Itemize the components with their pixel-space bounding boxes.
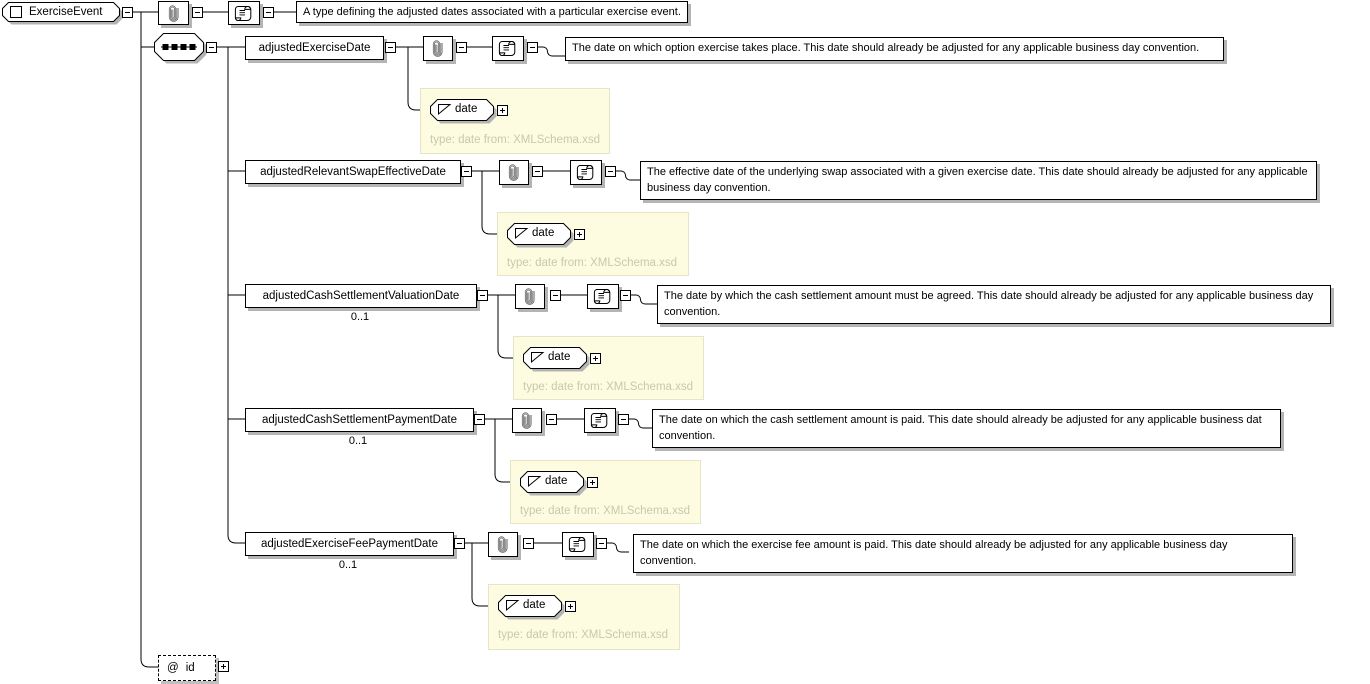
collapse-toggle[interactable] — [477, 290, 488, 301]
collapse-toggle[interactable] — [546, 414, 557, 425]
paperclip-icon — [500, 161, 528, 184]
scroll-icon — [585, 409, 615, 432]
annotation-text: The date by which the cash settlement amount must be agreed. This date should already be adjusted for any applicable business day convention. — [664, 290, 1314, 318]
expand-toggle[interactable] — [565, 601, 576, 612]
occurrence-label: 0..1 — [348, 435, 368, 447]
attribute-prefix: @ — [167, 662, 179, 674]
collapse-toggle[interactable] — [596, 538, 607, 549]
type-note: type: date from: XMLSchema.xsd — [498, 629, 669, 641]
scroll-icon — [588, 285, 618, 308]
annotation-box — [633, 534, 1293, 573]
collapse-toggle[interactable] — [523, 538, 534, 549]
documentation-box[interactable] — [492, 36, 524, 61]
type-note: type: date from: XMLSchema.xsd — [520, 505, 691, 517]
collapse-toggle[interactable] — [454, 538, 465, 549]
annotation-box — [652, 409, 1281, 448]
element-node[interactable] — [245, 532, 454, 556]
collapse-toggle[interactable] — [527, 42, 538, 53]
attributes-box[interactable] — [512, 408, 542, 433]
collapse-toggle[interactable] — [263, 7, 274, 18]
annotation-text: The date on which option exercise takes place. This date should already be adjusted for any applicable business day convention. — [572, 42, 1200, 54]
type-note: type: date from: XMLSchema.xsd — [523, 381, 694, 393]
collapse-toggle[interactable] — [206, 42, 217, 53]
attribute-name: id — [185, 662, 195, 674]
annotation-text: The date on which the exercise fee amount is paid. This date should already be adjusted for any applicable business day convention. — [640, 539, 1228, 567]
sequence-icon — [154, 33, 210, 67]
element-node[interactable] — [245, 160, 461, 184]
paperclip-icon — [160, 2, 188, 25]
root-element-node[interactable] — [2, 2, 126, 28]
documentation-box[interactable] — [570, 160, 602, 185]
element-name: adjustedRelevantSwapEffectiveDate — [260, 166, 446, 178]
datatype-name: date — [455, 103, 478, 115]
collapse-toggle[interactable] — [385, 42, 396, 53]
collapse-toggle[interactable] — [456, 42, 467, 53]
expand-toggle[interactable] — [574, 229, 585, 240]
datatype-name: date — [532, 227, 555, 239]
collapse-toggle[interactable] — [532, 166, 543, 177]
annotation-box — [640, 161, 1317, 200]
collapse-toggle[interactable] — [461, 166, 472, 177]
paperclip-icon — [424, 37, 452, 60]
documentation-box[interactable] — [562, 532, 594, 557]
datatype-node[interactable] — [520, 471, 590, 499]
scroll-icon — [229, 2, 259, 25]
annotation-text: A type defining the adjusted dates associated with a particular exercise event. — [303, 6, 681, 18]
attribute-node[interactable] — [158, 655, 216, 681]
expand-toggle[interactable] — [587, 477, 598, 488]
paperclip-icon — [516, 285, 544, 308]
element-name: adjustedCashSettlementPaymentDate — [262, 414, 457, 426]
datatype-name: date — [523, 599, 546, 611]
element-node[interactable] — [245, 36, 384, 60]
sequence-compositor[interactable] — [154, 33, 210, 67]
occurrence-label: 0..1 — [338, 559, 358, 571]
datatype-name: date — [548, 351, 571, 363]
expand-toggle[interactable] — [590, 353, 601, 364]
datatype-node[interactable] — [498, 595, 568, 623]
complex-type-icon — [11, 7, 22, 18]
element-name: adjustedCashSettlementValuationDate — [262, 290, 460, 302]
root-element-name: ExerciseEvent — [29, 6, 103, 18]
annotation-box — [657, 285, 1331, 324]
type-note: type: date from: XMLSchema.xsd — [507, 257, 678, 269]
collapse-toggle[interactable] — [474, 414, 485, 425]
documentation-box[interactable] — [228, 1, 260, 25]
type-note: type: date from: XMLSchema.xsd — [430, 134, 601, 146]
attributes-box[interactable] — [499, 160, 529, 185]
paperclip-icon — [489, 533, 517, 556]
documentation-box[interactable] — [587, 284, 619, 309]
element-name: adjustedExerciseDate — [258, 42, 371, 54]
collapse-toggle[interactable] — [620, 290, 631, 301]
element-name: adjustedExerciseFeePaymentDate — [260, 538, 439, 550]
scroll-icon — [571, 161, 601, 184]
datatype-node[interactable] — [507, 223, 577, 251]
attributes-box[interactable] — [158, 1, 189, 25]
annotation-text: The effective date of the underlying swap associated with a given exercise date. This date should already be adjusted for any applicable business day convention. — [647, 166, 1308, 194]
element-node[interactable] — [245, 408, 474, 432]
expand-toggle[interactable] — [497, 105, 508, 116]
collapse-toggle[interactable] — [550, 290, 561, 301]
element-node[interactable] — [245, 284, 477, 308]
attributes-box[interactable] — [488, 532, 518, 557]
collapse-toggle[interactable] — [618, 414, 629, 425]
annotation-box — [296, 1, 688, 23]
annotation-box — [565, 37, 1224, 61]
collapse-toggle[interactable] — [605, 166, 616, 177]
documentation-box[interactable] — [584, 408, 616, 433]
scroll-icon — [493, 37, 523, 60]
datatype-node[interactable] — [430, 99, 500, 127]
scroll-icon — [563, 533, 593, 556]
annotation-text: The date on which the cash settlement amount is paid. This date should already be adjusted for any applicable business dat convention. — [659, 414, 1262, 442]
expand-toggle[interactable] — [218, 661, 229, 672]
occurrence-label: 0..1 — [350, 311, 370, 323]
attributes-box[interactable] — [423, 36, 453, 61]
datatype-node[interactable] — [523, 347, 593, 375]
attributes-box[interactable] — [515, 284, 545, 309]
paperclip-icon — [513, 409, 541, 432]
datatype-name: date — [545, 475, 568, 487]
collapse-toggle[interactable] — [122, 7, 133, 18]
collapse-toggle[interactable] — [192, 7, 203, 18]
